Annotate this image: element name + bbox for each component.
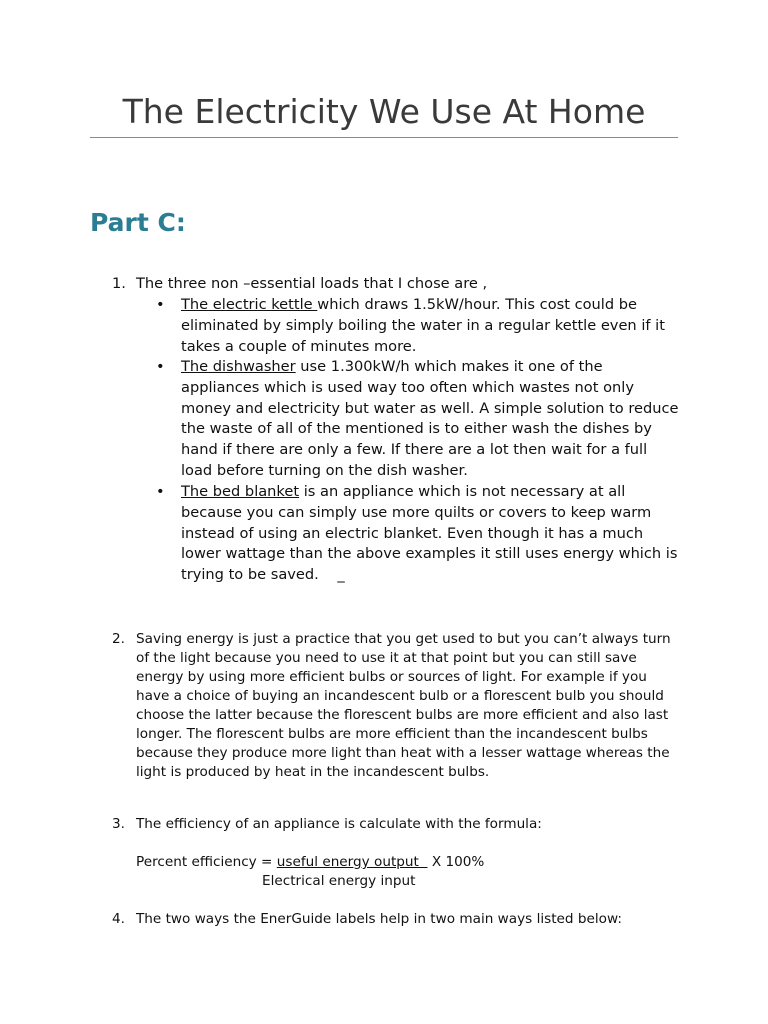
item-number: 2. — [112, 631, 125, 647]
item-intro: The three non –essential loads that I chose are , — [136, 275, 488, 292]
item-number: 4. — [112, 911, 125, 927]
document-title: The Electricity We Use At Home — [122, 92, 646, 131]
bullet-text — [181, 295, 681, 357]
formula-label: Percent efficiency = — [136, 854, 277, 870]
bullet-icon: • — [156, 358, 165, 375]
formula-numerator: useful energy output — [276, 854, 428, 870]
bullet-text — [181, 357, 681, 482]
bullet-underlined-term: The dishwasher — [181, 358, 296, 375]
efficiency-formula — [136, 853, 684, 872]
formula-multiplier: X 100% — [427, 854, 485, 870]
item-paragraph: The efficiency of an appliance is calculate with the formula: — [136, 816, 542, 832]
bullet-icon: • — [156, 483, 165, 500]
section-heading: Part C: — [90, 208, 186, 237]
title-underline — [90, 137, 678, 138]
bullet-description: which draws 1.5kW/hour. This cost could be eliminated by simply boiling the water in a regular kettle even if it takes a couple of minutes more. — [181, 296, 665, 355]
bullet-text — [181, 482, 681, 586]
bullet-description: use 1.300kW/h which makes it one of the appliances which is used way too often which wastes not only money and electricity but water as well. A simple solution to reduce the waste of all of the mentioned is to either wash the dishes by hand if there are only a few. If there are a lot then wait for a full load before turning on the dish washer. — [181, 358, 679, 479]
item-paragraph: The two ways the EnerGuide labels help in two main ways listed below: — [136, 911, 622, 927]
item-paragraph: Saving energy is just a practice that you get used to but you can’t always turn of the light because you need to use it at that point but you can still save energy by using more efficient bulbs or sources of light. For example if you have a choice of buying an incandescent bulb or a florescent bulb you should choose the latter because the florescent bulbs are more efficient and also last longer. The florescent bulbs are more efficient than the incandescent bulbs because they produce more light than heat with a lesser wattage whereas the light is produced by heat in the incandescent bulbs. — [136, 631, 671, 780]
formula-denominator: Electrical energy input — [262, 873, 416, 889]
bullet-icon: • — [156, 296, 165, 313]
item-number: 1. — [112, 275, 126, 292]
bullet-underlined-term: The electric kettle — [181, 296, 318, 313]
bullet-description: is an appliance which is not necessary at all because you can simply use more quilts or covers to keep warm instead of using an electric blanket. Even though it has a much lower wattage than the above examples it still uses energy which is trying to be saved. _ — [181, 483, 683, 584]
bullet-underlined-term: The bed blanket — [181, 483, 300, 500]
item-number: 3. — [112, 816, 125, 832]
